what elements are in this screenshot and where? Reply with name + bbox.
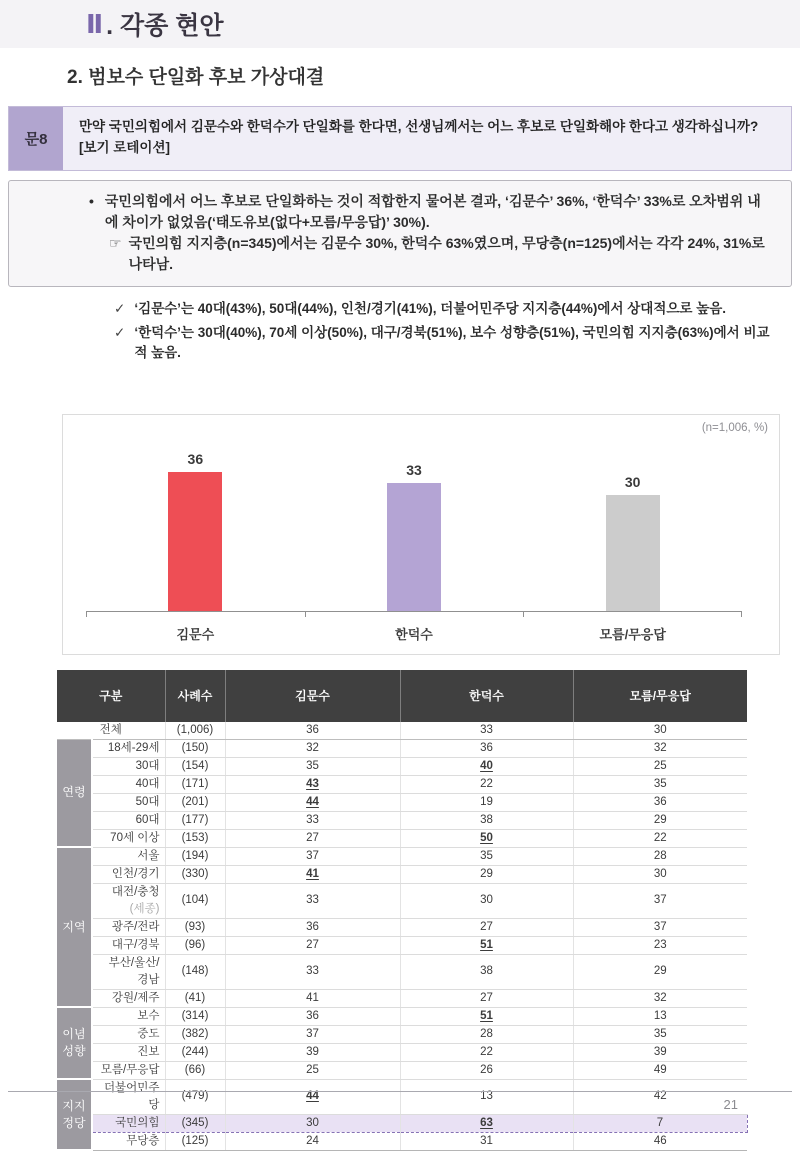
row-label: 18세-29세	[92, 739, 165, 757]
value-cell: 30	[400, 883, 573, 918]
table-row-total	[57, 722, 747, 740]
table-row	[57, 847, 747, 865]
value-cell: 31	[400, 1132, 573, 1150]
n-cell: (1,006)	[165, 722, 225, 740]
table-row	[57, 1025, 747, 1043]
bar-chart	[62, 414, 780, 655]
value-cell: 41	[225, 865, 400, 883]
bar-value-label: 36	[187, 450, 204, 467]
value-cell: 49	[573, 1061, 747, 1079]
subsection-title: 2. 범보수 단일화 후보 가상대결	[67, 67, 325, 88]
category-label: 김문수	[176, 626, 215, 642]
summary-bullet-text: 국민의힘에서 어느 후보로 단일화하는 것이 적합한지 물어본 결과, ‘김문수’ 36%, ‘한덕수’ 33%로 오차범위 내에 차이가 없었음(‘태도유보(없다+모름/무응답)’ 30%).	[104, 192, 761, 230]
value-cell: 23	[573, 936, 747, 954]
value-cell: 51	[400, 936, 573, 954]
value-cell: 7	[573, 1114, 747, 1132]
bar-한덕수	[387, 483, 441, 611]
value-cell: 26	[400, 1061, 573, 1079]
n-cell: (201)	[165, 793, 225, 811]
row-label: 진보	[92, 1043, 165, 1061]
header-gubun: 구분	[57, 670, 165, 722]
value-cell: 36	[573, 793, 747, 811]
value-cell: 28	[400, 1025, 573, 1043]
n-cell: (104)	[165, 883, 225, 918]
summary-box	[8, 180, 792, 287]
table-row	[57, 936, 747, 954]
value-cell: 29	[400, 865, 573, 883]
value-cell: 38	[400, 954, 573, 989]
finding-item	[114, 323, 770, 364]
value-cell: 33	[400, 722, 573, 740]
value-cell: 30	[573, 722, 747, 740]
n-cell: (125)	[165, 1132, 225, 1150]
value-cell: 44	[225, 793, 400, 811]
table-row	[57, 1007, 747, 1025]
header-dk: 모름/무응답	[573, 670, 747, 722]
category-label: 한덕수	[395, 626, 433, 642]
value-cell: 22	[573, 829, 747, 847]
row-label: 더불어민주당	[92, 1079, 165, 1114]
value-cell: 35	[573, 1025, 747, 1043]
table-row	[57, 1114, 747, 1132]
n-cell: (96)	[165, 936, 225, 954]
question-box	[8, 106, 792, 171]
row-label: 50대	[92, 793, 165, 811]
row-label: 대구/경북	[92, 936, 165, 954]
value-cell: 63	[400, 1114, 573, 1132]
table-row	[57, 811, 747, 829]
question-note: [보기 로테이션]	[79, 139, 170, 155]
n-cell: (194)	[165, 847, 225, 865]
n-cell: (244)	[165, 1043, 225, 1061]
value-cell: 36	[225, 1007, 400, 1025]
value-cell: 27	[400, 918, 573, 936]
table-row	[57, 739, 747, 757]
category-label: 모름/무응답	[599, 626, 666, 642]
value-cell: 28	[573, 847, 747, 865]
value-cell: 44	[225, 1079, 400, 1114]
value-cell: 38	[400, 811, 573, 829]
value-cell: 36	[225, 918, 400, 936]
value-cell: 19	[400, 793, 573, 811]
n-cell: (330)	[165, 865, 225, 883]
table-row	[57, 757, 747, 775]
table-row	[57, 793, 747, 811]
value-cell: 37	[225, 847, 400, 865]
bar-value-label: 30	[624, 473, 641, 490]
question-number-badge: 문8	[9, 107, 63, 170]
value-cell: 36	[225, 722, 400, 740]
group-label: 이념 성향	[57, 1007, 92, 1079]
check-icon: ✓	[114, 325, 126, 341]
value-cell: 22	[400, 1043, 573, 1061]
check-icon: ✓	[114, 300, 126, 316]
n-cell: (148)	[165, 954, 225, 989]
value-cell: 33	[225, 883, 400, 918]
finding-text: ‘김문수’는 40대(43%), 50대(44%), 인천/경기(41%), 더불어민주당 지지층(44%)에서 상대적으로 높음.	[134, 300, 727, 316]
n-cell: (345)	[165, 1114, 225, 1132]
bar-column	[523, 445, 742, 612]
summary-bullet-row	[29, 191, 771, 233]
header-n: 사례수	[165, 670, 225, 722]
bar-chart-plot	[86, 445, 742, 612]
findings-list	[114, 299, 770, 364]
value-cell: 32	[225, 739, 400, 757]
n-cell: (314)	[165, 1007, 225, 1025]
value-cell: 27	[225, 829, 400, 847]
finding-item	[114, 299, 770, 319]
value-cell: 41	[225, 989, 400, 1007]
n-cell: (171)	[165, 775, 225, 793]
table-row	[57, 954, 747, 989]
bar-김문수	[168, 472, 222, 612]
value-cell: 51	[400, 1007, 573, 1025]
table-row	[57, 918, 747, 936]
footer-divider	[8, 1091, 792, 1092]
value-cell: 35	[573, 775, 747, 793]
row-label: 광주/전라	[92, 918, 165, 936]
n-cell: (66)	[165, 1061, 225, 1079]
row-label: 30대	[92, 757, 165, 775]
header-kim: 김문수	[225, 670, 400, 722]
bar-column	[305, 445, 524, 612]
value-cell: 36	[400, 739, 573, 757]
row-label: 40대	[92, 775, 165, 793]
summary-arrow-text: 국민의힘 지지층(n=345)에서는 김문수 30%, 한덕수 63%였으며, 무당층(n=125)에서는 각각 24%, 31%로 나타남.	[128, 234, 765, 272]
row-label: 대전/충청(세종)	[92, 883, 165, 918]
value-cell: 35	[400, 847, 573, 865]
value-cell: 32	[573, 739, 747, 757]
value-cell: 27	[225, 936, 400, 954]
value-cell: 37	[573, 883, 747, 918]
value-cell: 50	[400, 829, 573, 847]
finding-text: ‘한덕수’는 30대(40%), 70세 이상(50%), 대구/경북(51%), 보수 성향층(51%), 국민의힘 지지층(63%)에서 비교적 높음.	[134, 325, 770, 361]
table-row	[57, 883, 747, 918]
chart-sample-note: (n=1,006, %)	[701, 421, 768, 434]
row-label: 강원/제주	[92, 989, 165, 1007]
group-label: 연령	[57, 739, 92, 847]
row-label-suffix: (세종)	[129, 902, 160, 915]
value-cell: 39	[573, 1043, 747, 1061]
row-label: 보수	[92, 1007, 165, 1025]
group-label: 지지 정당	[57, 1079, 92, 1150]
n-cell: (93)	[165, 918, 225, 936]
bar-모름/무응답	[606, 495, 660, 612]
table-row	[57, 775, 747, 793]
table-row	[57, 1061, 747, 1079]
row-label: 전체	[57, 722, 165, 740]
value-cell: 37	[225, 1025, 400, 1043]
n-cell: (150)	[165, 739, 225, 757]
table-row	[57, 989, 747, 1007]
value-cell: 13	[400, 1079, 573, 1114]
bar-column	[86, 445, 305, 612]
row-label: 60대	[92, 811, 165, 829]
bar-chart-categories	[86, 624, 742, 643]
value-cell: 43	[225, 775, 400, 793]
value-cell: 30	[225, 1114, 400, 1132]
table-row	[57, 1132, 747, 1150]
value-cell: 22	[400, 775, 573, 793]
value-cell: 33	[225, 954, 400, 989]
value-cell: 37	[573, 918, 747, 936]
row-label: 중도	[92, 1025, 165, 1043]
section-numeral: Ⅱ	[86, 8, 105, 39]
crosstab-table	[57, 670, 748, 1151]
table-row	[57, 829, 747, 847]
value-cell: 32	[573, 989, 747, 1007]
value-cell: 42	[573, 1079, 747, 1114]
bullet-icon: •	[89, 192, 94, 209]
question-main-text: 만약 국민의힘에서 김문수와 한덕수가 단일화를 한다면, 선생님께서는 어느 후보로 단일화해야 한다고 생각하십니까?	[79, 119, 759, 134]
x-axis	[86, 611, 742, 612]
section-title-band	[0, 0, 800, 48]
n-cell: (382)	[165, 1025, 225, 1043]
value-cell: 30	[573, 865, 747, 883]
n-cell: (154)	[165, 757, 225, 775]
row-label: 서울	[92, 847, 165, 865]
n-cell: (479)	[165, 1079, 225, 1114]
section-title: . 각종 현안	[106, 12, 224, 40]
row-label: 모름/무응답	[92, 1061, 165, 1079]
row-label: 부산/울산/경남	[92, 954, 165, 989]
row-label: 70세 이상	[92, 829, 165, 847]
n-cell: (153)	[165, 829, 225, 847]
value-cell: 24	[225, 1132, 400, 1150]
page-number: 21	[723, 1097, 738, 1112]
summary-arrow-row	[29, 233, 771, 275]
bar-value-label: 33	[406, 462, 422, 479]
row-label: 무당층	[92, 1132, 165, 1150]
n-cell: (177)	[165, 811, 225, 829]
value-cell: 46	[573, 1132, 747, 1150]
group-label: 지역	[57, 847, 92, 1007]
n-cell: (41)	[165, 989, 225, 1007]
value-cell: 25	[573, 757, 747, 775]
value-cell: 33	[225, 811, 400, 829]
table-row	[57, 1043, 747, 1061]
reference-arrow-icon: ☞	[109, 234, 122, 251]
value-cell: 25	[225, 1061, 400, 1079]
value-cell: 27	[400, 989, 573, 1007]
value-cell: 29	[573, 811, 747, 829]
value-cell: 39	[225, 1043, 400, 1061]
header-han: 한덕수	[400, 670, 573, 722]
crosstab-header	[57, 670, 747, 722]
table-row	[57, 865, 747, 883]
value-cell: 29	[573, 954, 747, 989]
question-text	[63, 107, 774, 170]
table-row	[57, 1079, 747, 1114]
value-cell: 13	[573, 1007, 747, 1025]
crosstab-body	[57, 722, 747, 1151]
value-cell: 35	[225, 757, 400, 775]
row-label: 국민의힘	[92, 1114, 165, 1132]
value-cell: 40	[400, 757, 573, 775]
row-label: 인천/경기	[92, 865, 165, 883]
